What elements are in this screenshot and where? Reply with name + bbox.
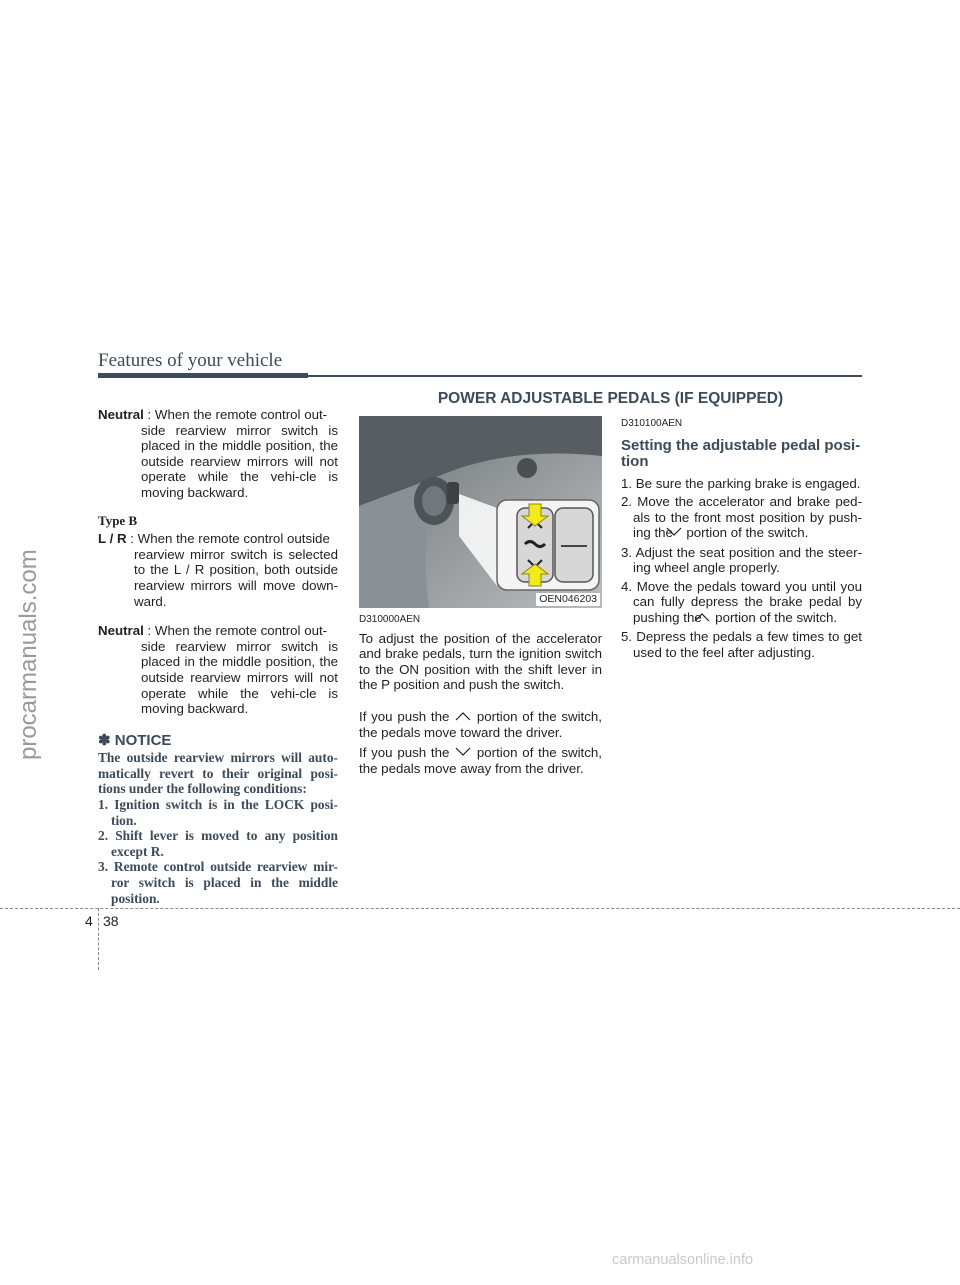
definition-text: side rearview mirror switch is placed in the middle position, the outside rearview mirrors will not operate while the vehi-cle is moving backward. bbox=[141, 422, 338, 500]
step-item: 1. Be sure the parking brake is engaged. bbox=[621, 475, 861, 491]
text-span: portion of the switch. bbox=[686, 525, 809, 541]
pedals-section-heading: POWER ADJUSTABLE PEDALS (IF EQUIPPED) bbox=[437, 390, 784, 407]
step-item bbox=[621, 494, 862, 541]
column-middle bbox=[359, 612, 602, 777]
text-span: If you push the bbox=[359, 708, 450, 724]
section-code: D310000AEN bbox=[359, 614, 421, 625]
intro-paragraph: To adjust the position of the accelerator and brake pedals, turn the ignition switch to the ON position with the shift lever in the P position and push the switch. bbox=[359, 630, 602, 693]
chapter-number: 4 bbox=[85, 913, 93, 929]
text-span: portion of the switch, the pedals move toward the driver. bbox=[359, 708, 602, 741]
notice-intro: The outside rearview mirrors will auto-matically revert to their original posi-tions under the following conditions: bbox=[98, 750, 338, 797]
text-span: 4. Move the pedals toward you until you can fully depress the brake pedal by pushing the bbox=[621, 578, 862, 626]
push-down-paragraph bbox=[359, 745, 602, 777]
chevron-down-icon bbox=[454, 746, 472, 762]
chevron-up-icon bbox=[454, 710, 472, 726]
neutral-definition-2: Neutral : When the remote control out- side rearview mirror switch is placed in the middle position, the outside rearview mirrors will not operate while the vehi-cle is moving backward. bbox=[98, 623, 338, 717]
header-bar-thick bbox=[98, 373, 308, 378]
definition-first-line: When the remote control outside bbox=[137, 531, 330, 547]
definition-text: side rearview mirror switch is placed in the middle position, the outside rearview mirrors will not operate while the vehi-cle is moving backward. bbox=[141, 638, 338, 717]
footer-divider bbox=[98, 908, 99, 970]
definition-first-line: When the remote control out- bbox=[154, 623, 328, 639]
neutral-definition-1: Neutral : When the remote control out- side rearview mirror switch is placed in the middle position, the outside rearview mirrors will not operate while the vehi-cle is moving backward. bbox=[98, 407, 338, 500]
steps-list bbox=[621, 476, 862, 661]
text-span: If you push the bbox=[359, 744, 450, 760]
lr-definition: L / R : When the remote control outside rearview mirror switch is selected to the L / R position, both outside rearview mirrors will move down-ward. bbox=[98, 531, 338, 609]
text-span: portion of the switch, the pedals move away from the driver. bbox=[359, 744, 602, 777]
dashboard-illustration bbox=[359, 416, 602, 608]
notice-title: ✽ NOTICE bbox=[98, 731, 172, 749]
page-number: 38 bbox=[103, 913, 119, 929]
definition-first-line: When the remote control out- bbox=[154, 407, 328, 422]
notice-item: 1. Ignition switch is in the LOCK posi-tion. bbox=[98, 797, 338, 828]
chevron-up-icon bbox=[705, 611, 711, 627]
definition-text: rearview mirror switch is selected to the L / R position, both outside rearview mirrors will move down-ward. bbox=[134, 546, 338, 609]
notice-body bbox=[98, 750, 338, 906]
notice-item: 2. Shift lever is moved to any position except R. bbox=[98, 828, 338, 859]
watermark-left bbox=[6, 0, 46, 1280]
notice-item: 3. Remote control outside rearview mir-ror switch is placed in the middle position. bbox=[98, 859, 338, 906]
section-title: Features of your vehicle bbox=[98, 350, 283, 371]
pedal-switch-figure bbox=[359, 416, 602, 608]
step-item: 5. Depress the pedals a few times to get used to the feel after adjusting. bbox=[621, 629, 862, 660]
column-right bbox=[621, 416, 862, 664]
term-neutral: Neutral bbox=[98, 407, 144, 422]
section-code: D310100AEN bbox=[621, 418, 683, 429]
type-b-label: Type B bbox=[98, 512, 138, 528]
watermark-left-text: procarmanuals.com bbox=[15, 549, 42, 760]
text-span: 2. Move the accelerator and brake ped-als to the front most position by push-ing the bbox=[621, 494, 862, 541]
push-up-paragraph bbox=[359, 709, 602, 741]
term-neutral: Neutral bbox=[98, 623, 144, 639]
chevron-down-icon bbox=[677, 526, 683, 542]
footer-rule bbox=[0, 908, 960, 909]
header-rule bbox=[308, 375, 862, 377]
term-lr: L / R bbox=[98, 531, 127, 547]
text-span: portion of the switch. bbox=[715, 610, 838, 626]
column-left bbox=[98, 407, 338, 906]
step-item: 3. Adjust the seat position and the steer-ing wheel angle properly. bbox=[621, 544, 862, 576]
setting-heading: Setting the adjustable pedal posi-tion bbox=[621, 436, 861, 470]
watermark-bottom: carmanualsonline.info bbox=[612, 1252, 754, 1268]
figure-code: OEN046203 bbox=[536, 593, 600, 606]
step-item bbox=[621, 579, 862, 626]
